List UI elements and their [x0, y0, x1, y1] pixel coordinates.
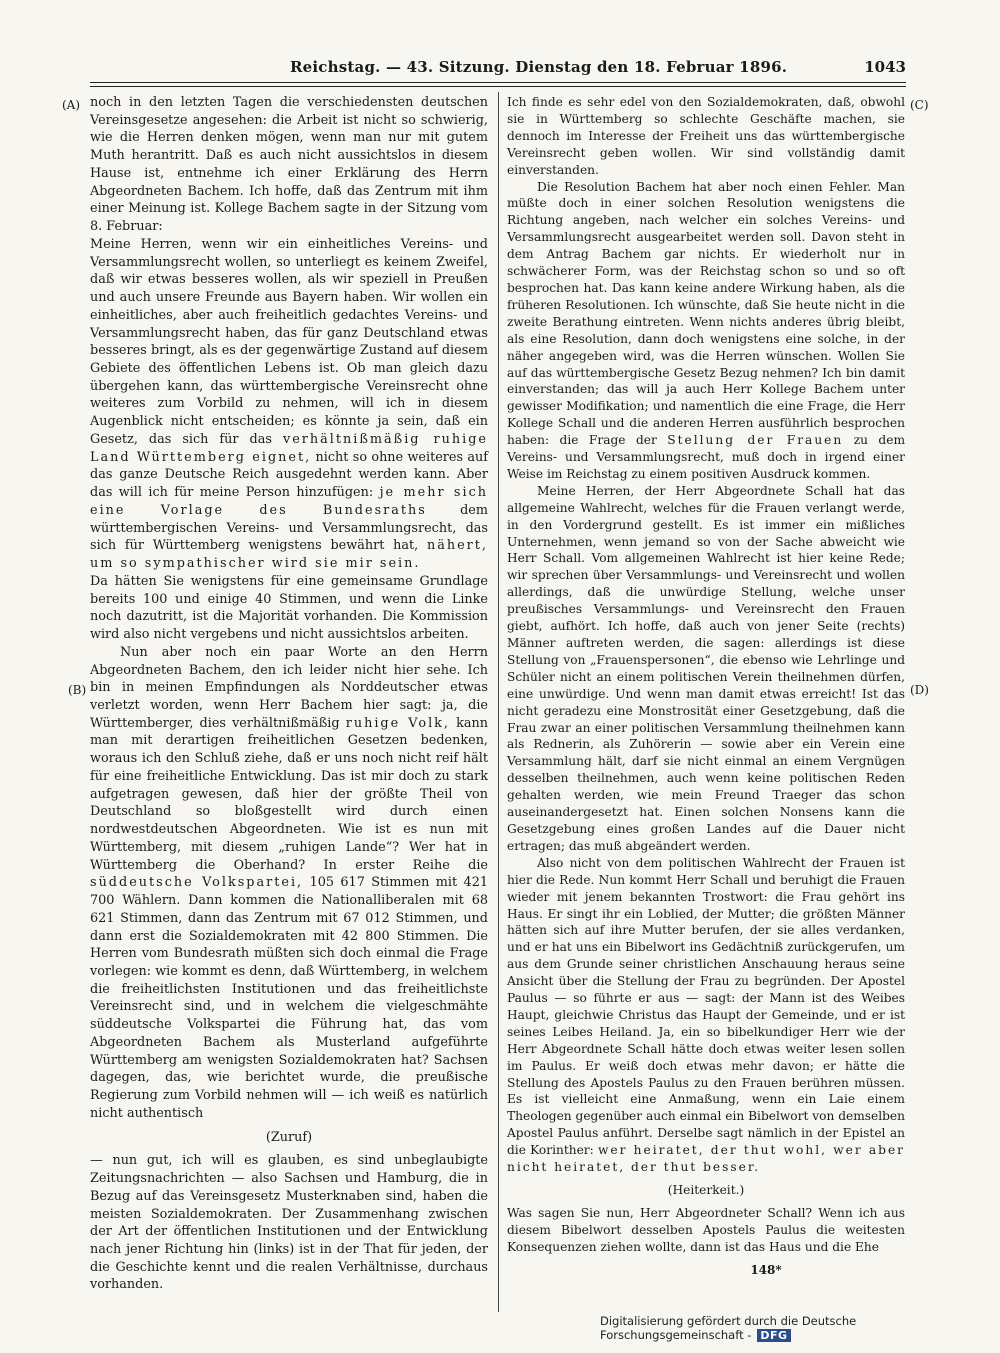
paragraph: Ich finde es sehr edel von den Sozialdemokraten, daß, obwohl sie in Württemberg so schlechte Geschäfte machen, sie dennoch im Interesse der Freiheit uns das württembergische Vereinsrecht geben wollen. Wir sind vollständig damit einverstanden.	[507, 95, 905, 177]
page-number: 1043	[864, 58, 906, 76]
dfg-logo: DFG	[757, 1329, 790, 1342]
signature-mark: 148*	[750, 1262, 782, 1277]
interjection: (Heiterkeit.)	[667, 1183, 745, 1197]
paragraph-text: kann man mit derartigen freiheitlichen Gesetzen bedenken, woraus ich den Schluß ziehe, daß er uns noch nicht reif hält für eine freiheitliche Entwicklung. Das ist mir doch zu stark aufgetragen gewesen, daß hier der größte Theil von Deutschland so bloßgestellt wird durch einen nordwestdeutschen Abgeordneten. Wie ist es nun mit Württemberg, mit diesem „ruhigen Lande“? Wer hat in Württemberg die Oberhand? In erster Reihe die	[90, 715, 488, 873]
emphasis-text: Stellung der Frauen	[667, 433, 844, 448]
emphasis-text: ruhige Volk,	[345, 715, 450, 731]
paragraph: — nun gut, ich will es glauben, es sind unbeglaubigte Zeitungsnachrichten — also Sachsen und Hamburg, die in Bezug auf das Vereinsgesetz Musterknaben sind, haben die meisten Sozialdemokraten. Der Zusammenhang zwischen der Art der öffentlichen Institutionen und der Entwicklung nach jener Richtung hin (links) ist in der That für jeden, der die Geschichte kennt und die realen Verhältnisse, durchaus vorhanden.	[90, 1153, 488, 1293]
paragraph-text: 105 617 Stimmen mit 421 700 Wählern. Dann kommen die Nationalliberalen mit 68 621 Stimmen, dann das Zentrum mit 67 012 Stimmen, und dann erst die Sozialdemokraten mit 42 800 Stimmen. Die Herren vom Bundesrath müßten sich doch einmal die Frage vorlegen: wie kommt es denn, daß Württemberg, in welchem die freiheitlichsten Institutionen und das freiheitlichste Vereinsrecht sind, und in welchem die vielgeschmähte süddeutsche Volkspartei die Führung hat, das vom Abgeordneten Bachem als Musterland aufgeführte Württemberg am wenigsten Sozialdemokraten hat? Sachsen dagegen, das, wie berichtet wurde, die preußische Regierung zum Vorbild nehmen will — ich weiß es natürlich nicht authentisch	[90, 875, 488, 1121]
paragraph-text: Also nicht von dem politischen Wahlrecht der Frauen ist hier die Rede. Nun kommt Herr Schall und beruhigt die Frauen wieder mit jenem bekannten Trostwort: die Frau gehört ins Haus. Er singt ihr ein Loblied, der Mutter; die größten Männer hätten sich auf ihre Mutter berufen, der sie alles verdanken, und er hat uns ein Bibelwort ins Gedächtniß zurückgerufen, um aus dem Grunde seiner christlichen Anschauung heraus seine Ansicht über die Stellung der Frau zu begründen. Der Apostel Paulus — so führte er aus — sagt: der Mann ist des Weibes Haupt, gleichwie Christus das Haupt der Gemeinde, und er ist seines Leibes Heiland. Ja, ein so bibelkundiger Herr wie der Herr Abgeordnete Schall hätte doch etwas weiter lesen sollen im Paulus. Er weiß doch etwas mehr davon; er hätte die Stellung des Apostels Paulus zu den Frauen berühren müssen. Es ist vielleicht eine Anmaßung, wenn ein Laie einem Theologen gegenüber auch einmal ein Bibelwort von demselben Apostel Paulus anführt. Derselbe sagt nämlich in der Epistel an die Korinther:	[507, 855, 905, 1158]
quote-text: Meine Herren, wenn wir ein einheitliches Vereins- und Versammlungsrecht wollen, so unterliegt es keinem Zweifel, daß wir etwas besseres wollen, als wir speziell in Preußen und auch unsere Freunde aus Bayern haben. Wir wollen ein einheitliches, aber auch freiheitlich gedachtes Vereins- und Versammlungsrecht haben, das für ganz Deutschland etwas besseres bringt, als es der gegenwärtige Zustand auf diesem Gebiete des öffentlichen Lebens ist. Ob man gleich dazu übergehen kann, das württembergische Vereinsrecht ohne weiteres zum Vorbild zu nehmen, will ich in diesem Augenblick nicht entscheiden; es könnte ja sein, daß ein Gesetz, das sich für das	[90, 236, 488, 447]
right-column	[507, 94, 905, 1285]
emphasis-text: süddeutsche Volkspartei,	[90, 875, 304, 891]
margin-marker-a: (A)	[62, 98, 81, 112]
quote-emphasis: verhältnißmäßig ruhige Land Württemberg eignet,	[90, 431, 488, 465]
margin-marker-d: (D)	[910, 683, 929, 697]
footer-credit: Digitalisierung gefördert durch die Deutsche Forschungsgemeinschaft -	[600, 1314, 857, 1342]
paragraph: Was sagen Sie nun, Herr Abgeordneter Schall? Wenn ich aus diesem Bibelwort desselben Apostels Paulus die weitesten Konsequenzen ziehen wollte, dann ist das Haus und die Ehe	[507, 1205, 905, 1254]
quote-text: dem württembergischen Vereins- und Versammlungsrecht, das sich für Württemberg wenigstens bewährt hat,	[90, 502, 488, 554]
quote-text: nicht so ohne weiteres auf das ganze Deutsche Reich ausgedehnt werden kann. Aber das will ich für meine Person hinzufügen:	[90, 449, 489, 501]
page-header	[90, 56, 906, 82]
emphasis-text: wer heiratet, der thut wohl, wer aber nicht heiratet, der thut besser.	[507, 1143, 906, 1175]
paragraph: Meine Herren, der Herr Abgeordnete Schall hat das allgemeine Wahlrecht, welches für die Frauen verlangt werde, in den Vordergrund gestellt. Es ist immer ein mißliches Unternehmen, wenn jemand so von der Sache abweicht wie Herr Schall. Vom allgemeinen Wahlrecht ist hier keine Rede; wir sprechen über Versammlungs- und Vereinsrecht und wollen allerdings, daß die unwürdige Stellung, welche unser preußisches Versammlungs- und Vereinsrecht den Frauen giebt, aufhört. Ich hoffe, daß auch von jener Seite (rechts) Männer auftreten werden, die sagen: allerdings ist diese Stellung von „Frauenspersonen“, die ebenso wie Lehrlinge und Schüler nicht an einem politischen Verein theilnehmen dürfen, eine unwürdige. Und wenn man damit etwas erreicht! Ist das nicht geradezu eine Monstrosität einer Gesetzgebung, daß die Frau zwar an einer politischen Versammlung theilnehmen kann als Rednerin, als Zuhörerin — sowie aber ein Verein eine Versammlung hält, darf sie nicht einmal an einem Vergnügen desselben theilnehmen, auch wenn keine politischen Reden gehalten werden, wie mein Freund Traeger das schon auseinandergesetzt hat. Einen solchen Nonsens kann die Gesetzgebung eines großen Landes auf die Dauer nicht ertragen; das muß abgeändert werden.	[507, 483, 905, 853]
paragraph	[507, 855, 905, 1176]
paragraph	[90, 644, 488, 1123]
paragraph-text: Nun aber noch ein paar Worte an den Herrn Abgeordneten Bachem, den ich leider nicht hier sehe. Ich bin in meinen Empfindungen als Norddeutscher etwas verletzt worden, wenn Herr Bachem hier sagt: ja, die Württemberger, dies verhältnißmäßig	[90, 644, 488, 731]
block-quote	[90, 236, 488, 573]
paragraph-text: Die Resolution Bachem hat aber noch einen Fehler. Man müßte doch in einer solchen Resolution wenigstens die Richtung angeben, nach welcher ein solches Vereins- und Versammlungsrecht ausgearbeitet werden soll. Davon steht in dem Antrag Bachem gar nichts. Er wiederholt nur in schwächerer Form, was der Reichstag schon so und so oft besprochen hat. Das kann keine andere Wirkung haben, als die früheren Resolutionen. Ich wünschte, daß Sie heute nicht in die zweite Berathung eintreten. Wenn nichts anderes übrig bleibt, als eine Resolution, dann doch wenigstens eine solche, in der näher angegeben wird, was die Herren wünschen. Wollen Sie auf das württembergische Gesetz Bezug nehmen? Ich bin damit einverstanden; das will ja auch Herr Kollege Bachem unter gewisser Modifikation; und namentlich die eine Frage, die Herr Kollege Schall und die anderen Herren ausführlich besprochen haben: die Frage der	[507, 179, 905, 448]
left-column	[90, 94, 488, 1294]
quote-emphasis: nähert, um so sympathischer wird sie mir sein.	[90, 538, 488, 572]
paragraph: noch in den letzten Tagen die verschiedensten deutschen Vereinsgesetze angesehen: die Arbeit ist nicht so schwierig, wie die Herren denken mögen, wenn man nur mit gutem Muth herantritt. Daß es auch nicht aussichtslos in diesem Hause ist, entnehme ich einer Erklärung des Herrn Abgeordneten Bachem. Ich hoffe, daß das Zentrum mit ihm einer Meinung ist. Kollege Bachem sagte in der Sitzung vom 8. Februar:	[90, 95, 488, 235]
interjection: (Zuruf)	[265, 1129, 313, 1145]
header-rule	[90, 82, 906, 83]
margin-marker-b: (B)	[68, 683, 87, 697]
quote-emphasis: je mehr sich eine Vorlage des Bundesraths	[90, 485, 489, 518]
margin-marker-c: (C)	[910, 98, 929, 112]
footer	[600, 1314, 980, 1342]
paragraph: Da hätten Sie wenigstens für eine gemeinsame Grundlage bereits 100 und einige 40 Stimmen, und wenn die Linke noch dazutritt, ist die Majorität vorhanden. Die Kommission wird also nicht vergebens und nicht aussichtslos arbeiten.	[90, 573, 488, 643]
paragraph-text: zu dem Vereins- und Versammlungsrecht, muß doch in irgend einer Weise im Reichstag zu einem positiven Ausdruck kommen.	[507, 433, 906, 481]
paragraph	[507, 179, 905, 483]
column-divider	[498, 92, 499, 1312]
running-title: Reichstag. — 43. Sitzung. Dienstag den 18. Februar 1896.	[290, 58, 788, 76]
header-rule-double	[90, 86, 906, 87]
